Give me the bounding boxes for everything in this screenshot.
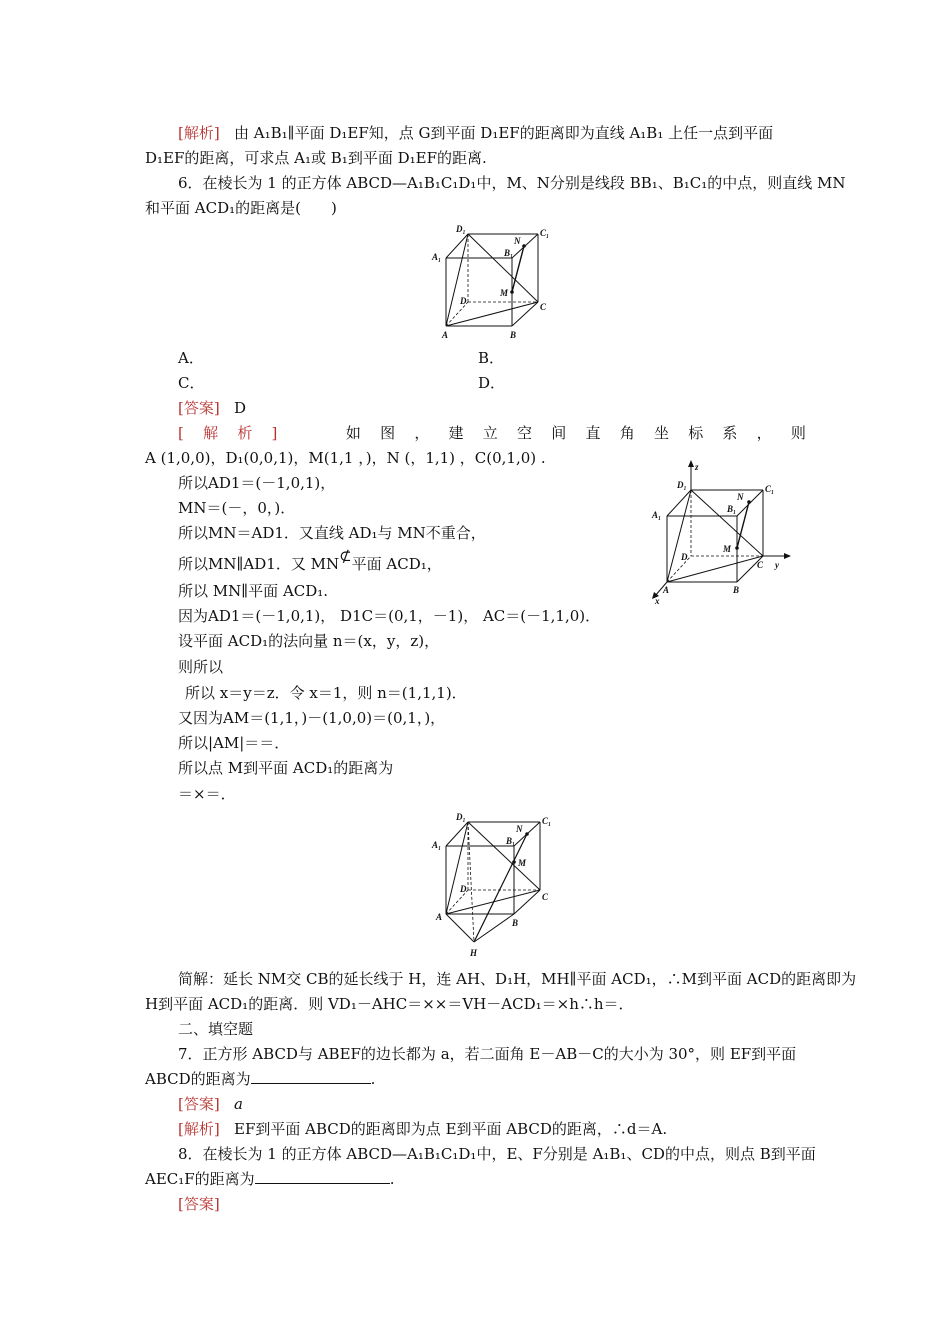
fig2-label-B: B: [733, 585, 740, 595]
daan-tag: [答案]: [178, 399, 220, 417]
answer-8: [答案]: [178, 1195, 220, 1213]
cube-figure-1: [428, 222, 568, 342]
option-b: B．: [478, 349, 505, 367]
question-7-line-2: ABCD的距离为 .: [145, 1070, 376, 1088]
fig3-label-D1: D₁: [456, 812, 466, 822]
fig1-label-A1: A₁: [432, 252, 442, 262]
answer-6: [答案] D: [178, 399, 247, 417]
solution-step-1: 所以AD1＝(－1,0,1)，: [178, 474, 336, 492]
fig2-label-M: M: [723, 544, 732, 554]
fig1-label-N: N: [514, 236, 521, 246]
solution-step-13: ＝×＝．: [178, 785, 236, 803]
fig3-label-C1: C₁: [542, 816, 552, 826]
question-6-line-1: 6．在棱长为 1 的正方体 ABCD—A₁B₁C₁D₁中，M、N分别是线段 BB₁、B₁C₁的中点，则直线 MN: [178, 174, 846, 192]
fig2-label-x: x: [655, 596, 660, 606]
solution-step-3: 所以MN＝AD1．又直线 AD₁与 MN不重合，: [178, 524, 486, 542]
solution-step-12: 所以点 M到平面 ACD₁的距离为: [178, 759, 394, 777]
fig3-label-H: H: [470, 948, 478, 958]
solution-7: [解析] EF到平面 ABCD的距离即为点 E到平面 ABCD的距离，∴d＝A.: [178, 1120, 668, 1138]
fig3-label-B1: B₁: [506, 836, 516, 846]
fig1-label-M: M: [500, 288, 509, 298]
section-heading-fill-blank: 二、填空题: [178, 1020, 254, 1038]
fig1-label-B: B: [510, 330, 517, 340]
cube-figure-2-coordinates: [645, 456, 795, 606]
fig3-label-M: M: [518, 858, 527, 868]
option-d: D．: [478, 374, 506, 392]
solution-step-2: MN＝(－，0，)．: [178, 499, 296, 517]
fig2-label-N: N: [737, 492, 744, 502]
fig1-label-B1: B₁: [504, 248, 514, 258]
fig3-label-C: C: [542, 892, 549, 902]
solution-step-7: 设平面 ACD₁的法向量 n＝(x，y，z)，: [178, 632, 440, 650]
solution-step-8: 则所以: [178, 658, 224, 676]
fig1-label-D1: D₁: [456, 224, 466, 234]
jiexi-tag: [解析]: [178, 124, 220, 142]
solution-step-10: 又因为AM＝(1,1，)－(1,0,0)＝(0,1，)，: [178, 709, 446, 727]
fig2-label-D1: D₁: [677, 480, 687, 490]
option-a: A．: [178, 349, 204, 367]
fig3-label-N: N: [516, 824, 523, 834]
q7-answer-blank: [251, 1069, 371, 1084]
fig3-label-A: A: [436, 912, 443, 922]
question-7-line-1: 7．正方形 ABCD与 ABEF的边长都为 a，若二面角 E－AB－C的大小为 30°，则 EF到平面: [178, 1045, 797, 1063]
fig2-label-C: C: [757, 560, 764, 570]
fig3-label-B: B: [512, 918, 519, 928]
fig2-label-A: A: [663, 585, 670, 595]
solution-line-2: D₁EF的距离，可求点 A₁或 B₁到平面 D₁EF的距离.: [145, 149, 487, 167]
fig1-label-A: A: [442, 330, 449, 340]
fig2-label-z: z: [695, 462, 699, 472]
question-8-line-2: AEC₁F的距离为 .: [145, 1170, 395, 1188]
fig2-label-A1: A₁: [652, 510, 662, 520]
solution-step-5: 所以 MN∥平面 ACD₁.: [178, 582, 329, 600]
fig2-label-y: y: [775, 560, 779, 570]
q8-answer-blank: [255, 1169, 390, 1184]
solution-coords: A (1,0,0)，D₁(0,0,1)，M(1,1 ，)，N (，1,1) ，C(0,1,0) .: [145, 449, 546, 467]
fig3-label-A1: A₁: [432, 840, 442, 850]
solution-step-9: 所以 x＝y＝z．令 x＝1，则 n＝(1,1,1)．: [185, 684, 467, 702]
fig1-label-D: D: [460, 296, 467, 306]
solution-step-4: 所以MN∥AD1．又 MN⊄平面 ACD₁，: [178, 547, 442, 573]
fig2-label-B1: B₁: [727, 504, 737, 514]
solution-6-heading: [ 解 析 ] 如 图 ， 建 立 空 间 直 角 坐 标 系 ， 则: [178, 424, 806, 442]
solution-step-6: 因为AD1＝(－1,0,1)， D1C＝(0,1，－1)， AC＝(－1,1,0)．: [178, 607, 601, 625]
not-subset-symbol: ⊄: [339, 547, 352, 565]
brief-solution-line-1: 简解：延长 NM交 CB的延长线于 H，连 AH、D₁H，MH∥平面 ACD₁，∴M到平面 ACD的距离即为: [178, 970, 857, 988]
question-8-line-1: 8．在棱长为 1 的正方体 ABCD—A₁B₁C₁D₁中，E、F分别是 A₁B₁、CD的中点，则点 B到平面: [178, 1145, 816, 1163]
fig1-label-C: C: [540, 302, 547, 312]
fig2-label-D: D: [681, 552, 688, 562]
cube-figure-3-extended: [428, 810, 568, 960]
fig3-label-D: D: [460, 884, 467, 894]
option-c: C．: [178, 374, 205, 392]
answer-7: [答案] a: [178, 1095, 243, 1113]
brief-solution-line-2: H到平面 ACD₁的距离．则 VD₁－AHC＝××＝VH－ACD₁＝×h∴h＝．: [145, 995, 634, 1013]
fig1-label-C1: C₁: [540, 228, 550, 238]
solution-line-1: [解析] 由 A₁B₁∥平面 D₁EF知，点 G到平面 D₁EF的距离即为直线 A₁B₁ 上任一点到平面: [178, 124, 774, 142]
question-6-line-2: 和平面 ACD₁的距离是( ): [145, 199, 337, 217]
fig2-label-C1: C₁: [765, 484, 775, 494]
solution-step-11: 所以|AM|＝＝．: [178, 734, 290, 752]
